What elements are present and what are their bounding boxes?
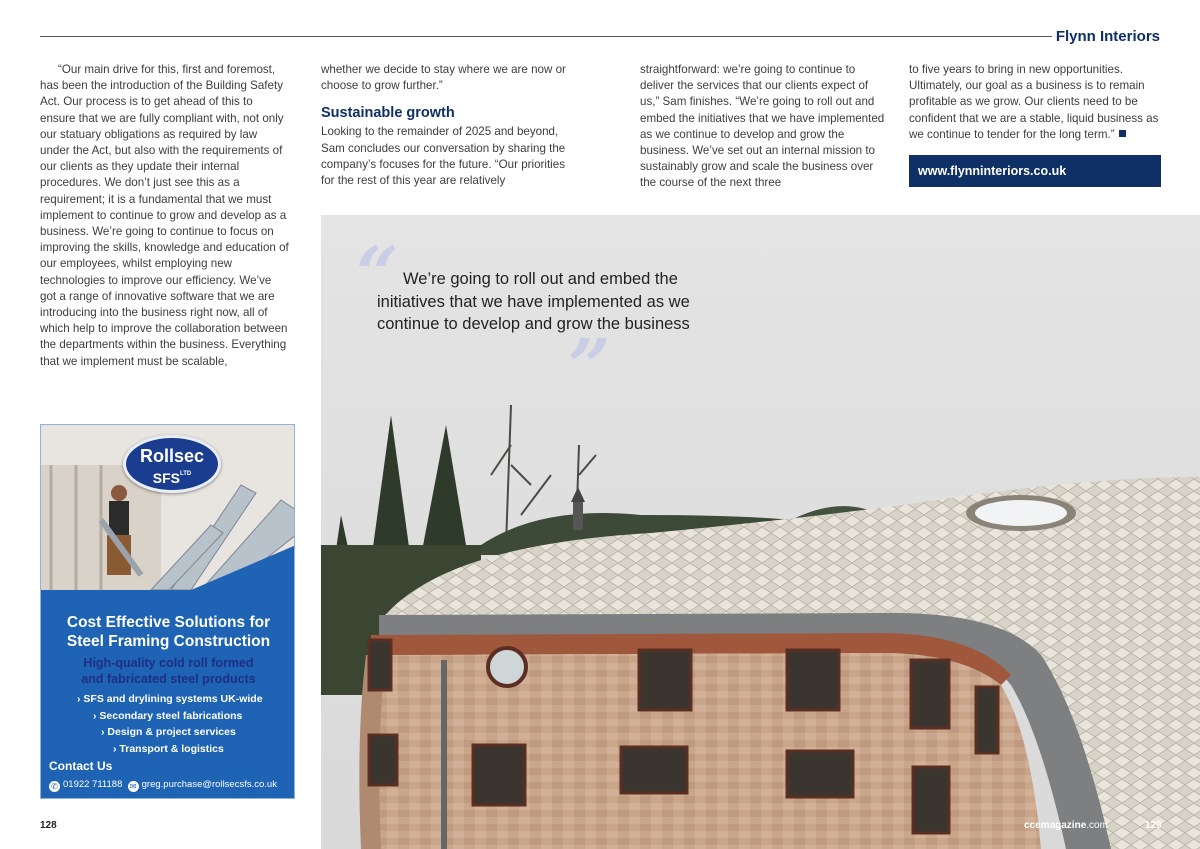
contact-details xyxy=(49,779,277,792)
closing-text: to five years to bring in new opportunities. Ultimately, our goal as a business is to remain profitable as we grow. Our clients need to be confident that we are a stable, liquid business as we continue to tender for the long term.” xyxy=(909,63,1159,141)
page-number-right: 129 xyxy=(1145,820,1162,831)
brand-title: Flynn Interiors xyxy=(1055,28,1160,45)
magazine-site[interactable]: ccemagazine.com xyxy=(1024,820,1108,831)
list-item: › SFS and drylining systems UK-wide xyxy=(77,693,263,705)
page-number-left: 128 xyxy=(40,820,57,831)
article-column-4 xyxy=(909,62,1161,143)
list-item: › Design & project services xyxy=(101,726,236,738)
pull-quote-text: We’re going to roll out and embed the initiatives that we have implemented as we continue to develop and grow the business xyxy=(377,270,690,333)
header-rule xyxy=(40,36,1052,37)
pull-quote xyxy=(377,268,717,336)
article-paragraph: whether we decide to stay where we are now or choose to grow further.” xyxy=(321,63,566,93)
open-quote-mark-icon: “ xyxy=(356,232,399,318)
rollsec-advert[interactable] xyxy=(40,424,295,799)
end-mark-icon xyxy=(1119,130,1126,137)
phone-icon: ✆ xyxy=(49,781,60,792)
rollsec-logo: Rollsec $SFS^{LTD}$ xyxy=(123,435,221,493)
contact-heading: Contact Us xyxy=(49,759,113,773)
article-column-2 xyxy=(321,62,579,189)
article-paragraph: “Our main drive for this, first and foremost, has been the introduction of the Building Safety Act. Our process is to get ahead of this to ensure that we are fully compliant with, not only our statuary obligations as required by law under the Act, but also with the requirements of our clients as they update their internal procedures. We don’t just see this as a requirement; it is a fundamental that we must implement to continue to grow and develop as a business. We’re going to continue to focus on improving the skills, knowledge and education of our employees, whilst employing new technologies to improve our efficiency. We’ve got a range of innovative software that we are introducing into the business right now, all of which help to improve the collaboration between the departments within the business. Everything that we implement must be scalable, xyxy=(40,63,289,368)
article-column-1 xyxy=(40,62,290,370)
email-address[interactable]: greg.purchase@rollsecsfs.co.uk xyxy=(141,779,277,790)
phone-number[interactable]: 01922 711188 xyxy=(63,779,123,790)
section-subheading: Sustainable growth xyxy=(321,105,455,122)
article-paragraph xyxy=(909,62,1161,143)
list-item: › Secondary steel fabrications xyxy=(93,709,243,722)
website-link[interactable]: www.flynninteriors.co.uk xyxy=(909,155,1161,187)
article-paragraph: Looking to the remainder of 2025 and beyond, Sam concludes our conversation by sharing the company’s focuses for the future. “Our priorities for the rest of this year are relatively xyxy=(321,125,566,188)
advert-headline: Cost Effective Solutions for Steel Framing Construction xyxy=(66,614,271,650)
article-paragraph: straightforward: we’re going to continue to deliver the services that our clients expect of us,” Sam finishes. “We’re going to roll out and embed the initiatives that we have implemented as we continue to develop and grow the business. We’ve set out an internal mission to sustainably grow and scale the business over the course of the next three xyxy=(640,63,885,190)
advert-subheadline: High-quality cold roll formed and fabricated steel products xyxy=(81,656,256,686)
envelope-icon: ✉ xyxy=(128,781,139,792)
list-item: › Transport & logistics xyxy=(113,742,224,755)
close-quote-mark-icon: ” xyxy=(568,324,611,410)
advert-service-list xyxy=(41,691,295,757)
article-column-3 xyxy=(640,62,890,192)
